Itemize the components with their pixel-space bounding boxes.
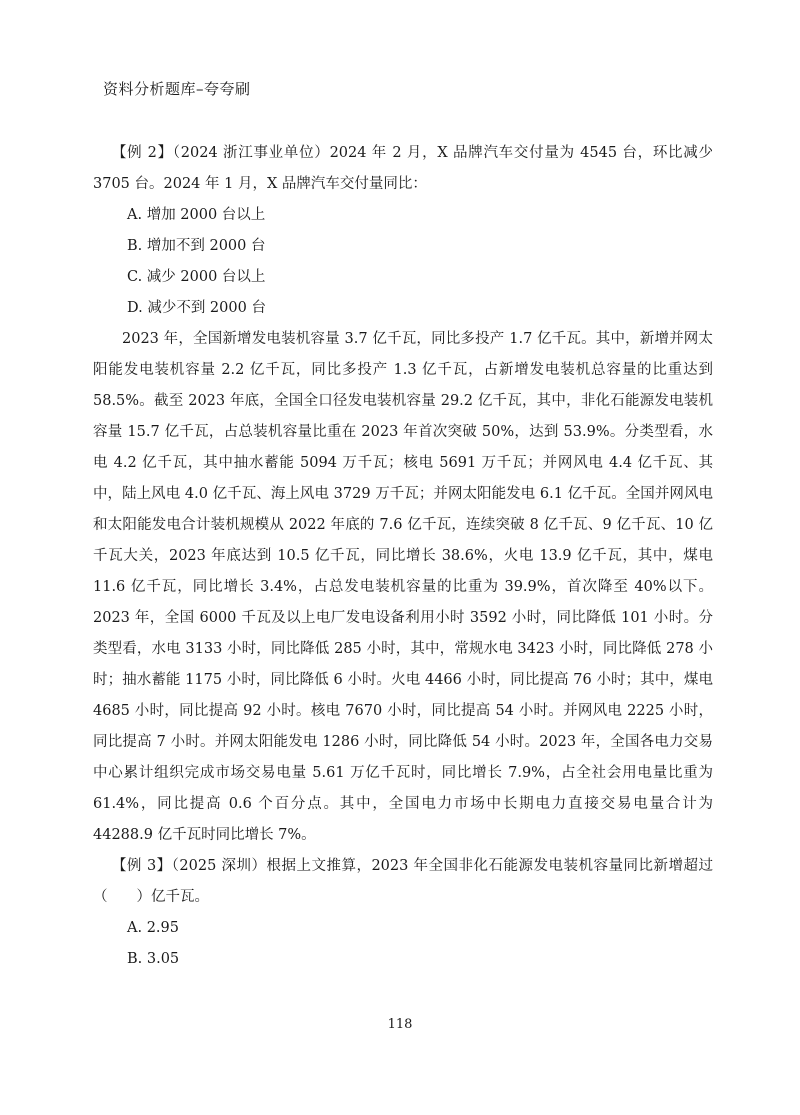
example-2-option-b: B. 增加不到 2000 台 <box>127 238 266 254</box>
example-2-question: 【例 2】（2024 浙江事业单位）2024 年 2 月，X 品牌汽车交付量为 4545 台，环比减少 3705 台。2024 年 1 月，X 品牌汽车交付量同比： <box>93 145 713 192</box>
example-3-option-b: B. 3.05 <box>127 951 180 967</box>
page-header: 资料分析题库–夸夸刷 <box>103 80 251 98</box>
page-content <box>93 138 713 975</box>
example-2-option-d: D. 减少不到 2000 台 <box>127 300 266 316</box>
example-2-option-c: C. 减少 2000 台以上 <box>127 269 266 285</box>
example-2-option-a: A. 增加 2000 台以上 <box>127 207 266 223</box>
passage-paragraph: 2023 年，全国新增发电装机容量 3.7 亿千瓦，同比多投产 1.7 亿千瓦。其中，新增并网太阳能发电装机容量 2.2 亿千瓦，同比多投产 1.3 亿千瓦，占新增发电装机总容量的比重达到 58.5%。截至 2023 年底，全国全口径发电装机容量 29.2 亿千瓦，其中，非化石能源发电装机容量 15.7 亿千瓦，占总装机容量比重在 2023 年首次突破 50%，达到 53.9%。分类型看，水电 4.2 亿千瓦，其中抽水蓄能 5094 万千瓦；核电 5691 万千瓦；并网风电 4.4 亿千瓦、其中，陆上风电 4.0 亿千瓦、海上风电 3729 万千瓦；并网太阳能发电 6.1 亿千瓦。全国并网风电和太阳能发电合计装机规模从 2022 年底的 7.6 亿千瓦，连续突破 8 亿千瓦、9 亿千瓦、10 亿千瓦大关，2023 年底达到 10.5 亿千瓦，同比增长 38.6%，火电 13.9 亿千瓦，其中，煤电 11.6 亿千瓦，同比增长 3.4%，占总发电装机容量的比重为 39.9%，首次降至 40%以下。2023 年，全国 6000 千瓦及以上电厂发电设备利用小时 3592 小时，同比降低 101 小时。分类型看，水电 3133 小时，同比降低 285 小时，其中，常规水电 3423 小时，同比降低 278 小时；抽水蓄能 1175 小时，同比降低 6 小时。火电 4466 小时，同比提高 76 小时；其中，煤电 4685 小时，同比提高 92 小时。核电 7670 小时，同比提高 54 小时。并网风电 2225 小时，同比提高 7 小时。并网太阳能发电 1286 小时，同比降低 54 小时。2023 年，全国各电力交易中心累计组织完成市场交易电量 5.61 万亿千瓦时，同比增长 7.9%，占全社会用电量比重为 61.4%，同比提高 0.6 个百分点。其中，全国电力市场中长期电力直接交易电量合计为 44288.9 亿千瓦时同比增长 7%。 <box>93 331 713 843</box>
example-3-option-a: A. 2.95 <box>127 920 179 936</box>
example-3-question: 【例 3】（2025 深圳）根据上文推算，2023 年全国非化石能源发电装机容量同比新增超过（ ）亿千瓦。 <box>93 858 713 905</box>
page-number: 118 <box>387 1017 413 1032</box>
